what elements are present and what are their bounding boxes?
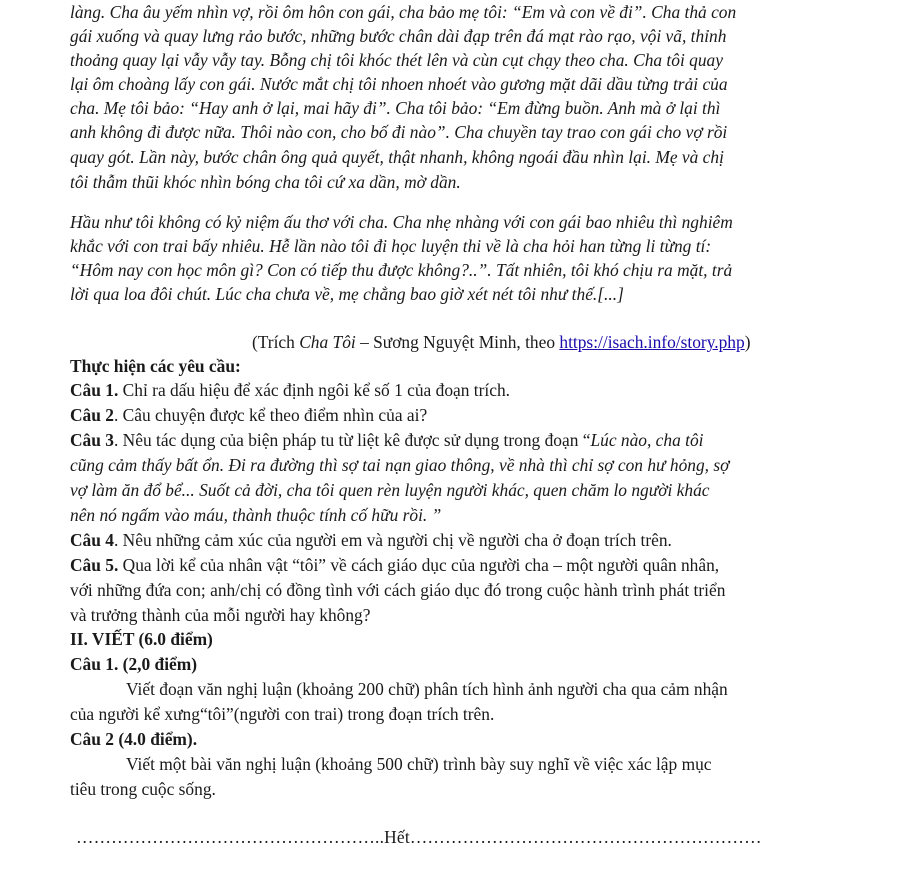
passage-line: gái xuống và quay lưng rảo bước, những bước chân dài đạp trên đá mạt rào rạo, vội vã, thỉnh xyxy=(70,26,727,46)
question-1-text: Chỉ ra dấu hiệu để xác định ngôi kể số 1 của đoạn trích. xyxy=(118,380,510,400)
question-3-quote-line: nên nó ngấm vào máu, thành thuộc tính cố hữu rồi. ” xyxy=(70,505,442,525)
citation xyxy=(252,330,751,354)
question-2-label: Câu 2 xyxy=(70,405,114,425)
writing-question-1-line: Viết đoạn văn nghị luận (khoảng 200 chữ) phân tích hình ảnh người cha qua cảm nhận xyxy=(126,679,728,699)
passage-line: thoảng quay lại vẫy vẫy tay. Bỗng chị tôi khóc thét lên và cùn cụt chạy theo cha. Cha tôi quay xyxy=(70,50,723,70)
question-1-label: Câu 1. xyxy=(70,380,119,400)
writing-heading: II. VIẾT (6.0 điểm) xyxy=(70,629,213,649)
citation-title: Cha Tôi xyxy=(299,332,356,352)
passage-line: Hầu như tôi không có kỷ niệm ấu thơ với cha. Cha nhẹ nhàng với con gái bao nhiêu thì nghiêm xyxy=(70,212,733,232)
passage-line: cha. Mẹ tôi bảo: “Hay anh ở lại, mai hãy đi”. Cha tôi bảo: “Em đừng buồn. Anh mà ở lại thì xyxy=(70,98,721,118)
tasks-heading: Thực hiện các yêu cầu: xyxy=(70,356,241,376)
writing-question-1-line: của người kể xưng“tôi”(người con trai) trong đoạn trích trên. xyxy=(70,704,495,724)
citation-close: ) xyxy=(744,332,751,352)
citation-link[interactable]: https://isach.info/story.php xyxy=(559,332,745,352)
question-5-line: với những đứa con; anh/chị có đồng tình với cách giáo dục đó trong cuộc hành trình phát triển xyxy=(70,580,726,600)
writing-question-2-line: Viết một bài văn nghị luận (khoảng 500 chữ) trình bày suy nghĩ về việc xác lập mục xyxy=(126,754,712,774)
passage-line: “Hôm nay con học môn gì? Con có tiếp thu được không?..”. Tất nhiên, tôi khó chịu ra mặt, trả xyxy=(70,260,733,280)
passage-line: anh không đi được nữa. Thôi nào con, cho bố đi nào”. Cha chuyền tay trao con gái cho vợ rồi xyxy=(70,122,728,142)
writing-question-1-heading: Câu 1. (2,0 điểm) xyxy=(70,654,198,674)
passage-line: quay gót. Lần này, bước chân ông quả quyết, thật nhanh, không ngoái đầu nhìn lại. Mẹ và chị xyxy=(70,147,724,167)
passage-line: làng. Cha âu yếm nhìn vợ, rồi ôm hôn con gái, cha bảo mẹ tôi: “Em và con về đi”. Cha thả con xyxy=(70,2,737,22)
question-4-text: . Nêu những cảm xúc của người em và người chị về người cha ở đoạn trích trên. xyxy=(113,530,672,550)
question-3-quote-line: vợ làm ăn đổ bể... Suốt cả đời, cha tôi quen rèn luyện người khác, quen chăm lo người khác xyxy=(70,480,710,500)
passage-line: lại ôm choàng lấy con gái. Nước mắt chị tôi nhoen nhoét vào gương mặt dãi dầu từng trải của xyxy=(70,74,728,94)
question-3-label: Câu 3 xyxy=(70,430,114,450)
question-4-label: Câu 4 xyxy=(70,530,114,550)
question-3 xyxy=(70,428,703,452)
question-4 xyxy=(70,528,672,552)
passage-line: lời qua loa đôi chút. Lúc cha chưa về, mẹ chẳng bao giờ xét nét tôi như thế.[...] xyxy=(70,284,624,304)
passage-line: khắc với con trai bấy nhiêu. Hễ lần nào tôi đi học luyện thi về là cha hỏi han từng li từng tí: xyxy=(70,236,712,256)
question-2-text: . Câu chuyện được kể theo điểm nhìn của ai? xyxy=(113,405,428,425)
question-3-quote-line: cũng cảm thấy bất ổn. Đi ra đường thì sợ tai nạn giao thông, về nhà thì chỉ sợ con hư hỏng, sợ xyxy=(70,455,730,475)
citation-author: – Sương Nguyệt Minh, theo xyxy=(355,332,560,352)
question-5-text: Qua lời kể của nhân vật “tôi” về cách giáo dục của người cha – một người quân nhân, xyxy=(118,555,720,575)
question-5-label: Câu 5. xyxy=(70,555,119,575)
question-3-text: . Nêu tác dụng của biện pháp tu từ liệt kê được sử dụng trong đoạn “ xyxy=(113,430,591,450)
passage-line: tôi thẫm thũi khóc nhìn bóng cha tôi cứ xa dần, mờ dần. xyxy=(70,172,461,192)
question-3-quote: Lúc nào, cha tôi xyxy=(590,430,704,450)
question-2 xyxy=(70,403,427,427)
writing-question-2-line: tiêu trong cuộc sống. xyxy=(70,779,216,799)
writing-question-2-heading: Câu 2 (4.0 điểm). xyxy=(70,729,198,749)
citation-open: (Trích xyxy=(252,332,300,352)
question-5 xyxy=(70,553,719,577)
end-marker: ……………………………………………..Hết…………………………………………………… xyxy=(76,827,762,847)
question-5-line: và trưởng thành của mỗi người hay không? xyxy=(70,605,371,625)
question-1 xyxy=(70,378,510,402)
